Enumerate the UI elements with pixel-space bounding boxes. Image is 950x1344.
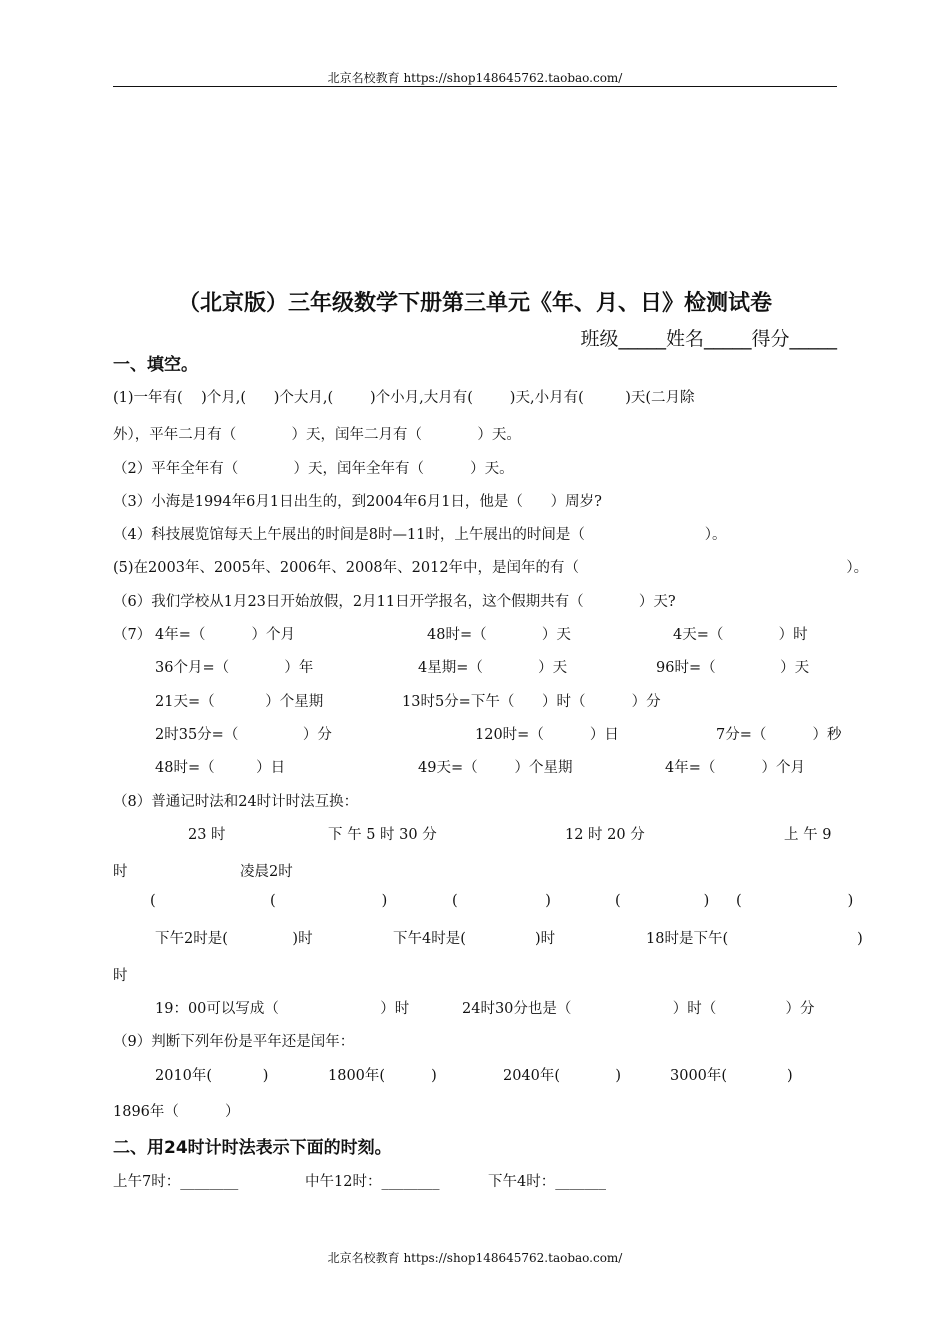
q7-item: 4星期=（ ）天 <box>418 660 568 676</box>
student-fields: 班级_____姓名_____得分_____ <box>580 328 837 350</box>
q7-item: 48时=（ ）日 <box>155 760 286 776</box>
q8-item: 下 午 5 时 30 分 <box>328 827 437 843</box>
q7-item: 120时=（ ）日 <box>475 727 619 743</box>
question-8-heading: （8）普通记时法和24时计时法互换： <box>113 794 359 810</box>
question-6: （6）我们学校从1月23日开始放假，2月11日开学报名，这个假期共有（ ）天? <box>113 594 676 610</box>
s2-item: 下午4时：_______ <box>488 1174 606 1190</box>
question-4: （4）科技展览馆每天上午展出的时间是8时—11时，上午展出的时间是（ ）。 <box>113 527 727 543</box>
q8-last: 19：00可以写成（ ）时 <box>155 1001 410 1017</box>
page-header: 北京名校教育 https://shop148645762.taobao.com/ <box>327 71 623 85</box>
q8-conv: 下午2时是( )时 <box>155 931 313 947</box>
s2-item: 上午7时：________ <box>113 1174 239 1190</box>
q7-item: 13时5分=下午（ ）时（ ）分 <box>402 694 661 710</box>
q9-item: 2040年( ) <box>503 1068 622 1084</box>
section2-heading: 二、用24时计时法表示下面的时刻。 <box>113 1138 392 1158</box>
q7-item: 4年=（ ）个月 <box>665 760 805 776</box>
question-1-line2: 外），平年二月有（ ）天，闰年二月有（ ）天。 <box>113 427 521 443</box>
question-9-heading: （9）判断下列年份是平年还是闰年： <box>113 1034 355 1050</box>
q8-item: 上 午 9 <box>784 827 832 843</box>
q9-item: 1800年( ) <box>328 1068 437 1084</box>
q8-conv-wrap: 时 <box>113 968 128 984</box>
q7-item: 49天=（ ）个星期 <box>418 760 573 776</box>
q9-item: 1896年（ ） <box>113 1104 240 1120</box>
q7-item: 4天=（ ）时 <box>673 627 808 643</box>
question-5: (5)在2003年、2005年、2006年、2008年、2012年中，是闰年的有（ ）。 <box>113 560 869 576</box>
question-7-label: （7） <box>113 627 152 643</box>
s2-item: 中午12时：________ <box>305 1174 440 1190</box>
page-footer: 北京名校教育 https://shop148645762.taobao.com/ <box>327 1251 623 1265</box>
header-rule <box>113 86 837 87</box>
q8-last: 24时30分也是（ ）时（ ）分 <box>462 1001 815 1017</box>
q7-item: 48时=（ ）天 <box>427 627 571 643</box>
q8-item: 23 时 <box>188 827 226 843</box>
q8-blank: ( ) <box>452 893 551 909</box>
q9-item: 2010年( ) <box>155 1068 269 1084</box>
q8-blank: ( <box>150 893 156 909</box>
q7-item: 4年=（ ）个月 <box>155 627 295 643</box>
q7-item: 96时=（ ）天 <box>656 660 810 676</box>
q8-blank: ( ) <box>615 893 710 909</box>
q8-blank: ( ) <box>270 893 388 909</box>
q8-conv: 下午4时是( )时 <box>393 931 556 947</box>
q7-item: 7分=（ ）秒 <box>716 727 842 743</box>
question-3: （3）小海是1994年6月1日出生的，到2004年6月1日，他是（ ）周岁? <box>113 494 602 510</box>
question-1-line1: (1)一年有( )个月,( )个大月,( )个小月,大月有( )天,小月有( )天(二月除 <box>113 390 695 406</box>
q7-item: 21天=（ ）个星期 <box>155 694 324 710</box>
q8-item: 12 时 20 分 <box>565 827 645 843</box>
page-title: （北京版）三年级数学下册第三单元《年、月、日》检测试卷 <box>177 291 772 316</box>
q7-item: 2时35分=（ ）分 <box>155 727 332 743</box>
q7-item: 36个月=（ ）年 <box>155 660 314 676</box>
question-2: （2）平年全年有（ ）天，闰年全年有（ ）天。 <box>113 461 514 477</box>
section1-heading: 一、填空。 <box>113 355 198 375</box>
q8-item-wrap: 时 <box>113 864 128 880</box>
q9-item: 3000年( ) <box>670 1068 793 1084</box>
q8-item: 凌晨2时 <box>240 864 293 880</box>
q8-conv: 18时是下午( ) <box>646 931 863 947</box>
q8-blank: ( ) <box>736 893 854 909</box>
